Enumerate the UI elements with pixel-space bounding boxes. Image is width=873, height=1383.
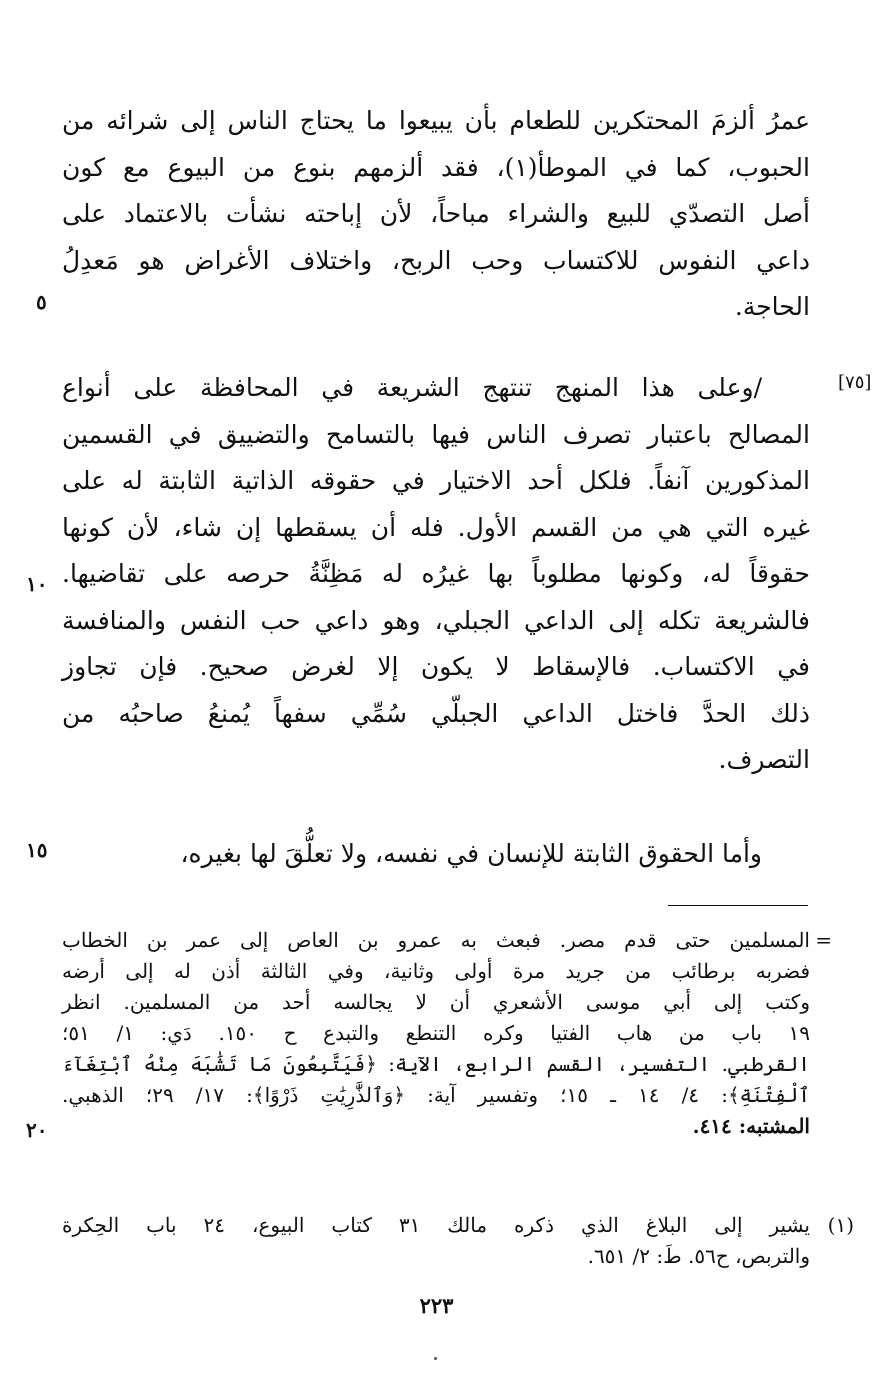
footnote-text: يشير إلى البلاغ الذي ذكره مالك ٣١ كتاب البيوع، ٢٤ باب الحِكرة [62, 1213, 810, 1237]
footnote-line [62, 1210, 854, 1241]
line-number-5: ٥ [36, 290, 47, 314]
text-line: أصل التصدّي للبيع والشراء مباحاً، لأن إباحته نشأت بالاعتماد على [62, 199, 810, 228]
text-line: فالشريعة تكله إلى الداعي الجبلي، وهو داعي حب النفس والمنافسة [62, 605, 810, 635]
footnote-line: ٱلْفِتْنَةِ﴾: ٤/ ١٤ ـ ١٥؛ وتفسير آية: ﴿وَٱلذَّٰرِيَٰتِ ذَرْوًا﴾: ١٧/ ٢٩؛ الذهبي. [62, 1083, 810, 1107]
footnote-text: المسلمين حتى قدم مصر. فبعث به عمرو بن العاص إلى عمر بن الخطاب [62, 928, 810, 952]
text-line: عمرُ ألزمَ المحتكرين للطعام بأن يبيعوا ما يحتاج الناس إلى شرائه من [62, 106, 810, 135]
footnote-1 [62, 1210, 854, 1272]
footnote-line: ١٩ باب من هاب الفتيا وكره التنطع والتبدع ح ١٥٠. دَي: ١/ ٥١؛ [62, 1021, 810, 1045]
paragraph-2 [62, 365, 810, 784]
footnote-separator [668, 905, 808, 906]
continuation-mark: = [815, 928, 832, 952]
footnote-line: والتربص، ح٥٦. طَ: ٢/ ٦٥١. [587, 1244, 810, 1268]
line-number-20: ٢٠ [26, 1118, 48, 1142]
text-line: المذكورين آنفاً. فلكل أحد الاختيار في حقوقه الذاتية الثابتة له على [62, 466, 810, 495]
text-line: التصرف. [718, 745, 810, 774]
page-number: ٢٢٣ [419, 1293, 454, 1318]
line-number-10: ١٠ [26, 572, 48, 596]
paragraph-3 [62, 831, 810, 878]
text-line: /وعلى هذا المنهج تنتهج الشريعة في المحافظة على أنواع [62, 373, 762, 402]
text-line: ذلك الحدَّ فاختل الداعي الجبلّي سُمِّي سفهاً يُمنعُ صاحبُه من [62, 698, 810, 728]
text-line: الحبوب، كما في الموطأ(١)، فقد ألزمهم بنوع من البيوع مع كون [62, 152, 810, 182]
text-line: حقوقاً له، وكونها مطلوباً بها غيرُه له مَظِنَّةُ حرصه على تقاضيها. [62, 559, 810, 588]
text-line: وأما الحقوق الثابتة للإنسان في نفسه، ولا تعلُّقَ لها بغيره، [180, 839, 762, 868]
text-line: في الاكتساب. فالإسقاط لا يكون إلا لغرض صحيح. فإن تجاوز [62, 652, 810, 681]
footnote-continuation [62, 925, 832, 1142]
footnote-line: القرطبي. التفسير، القسم الرابع، الآية: ﴿فَيَتَّبِعُونَ مَا تَشَٰبَهَ مِنْهُ ٱبْتِغَآءَ [62, 1052, 810, 1076]
text-line: داعي النفوس للاكتساب وحب الربح، واختلاف الأغراض هو مَعدِلُ [62, 245, 810, 275]
footnote-line: وكتب إلى أبي موسى الأشعري أن لا يجالسه أحد من المسلمين. انظر [62, 990, 810, 1014]
page-reference: [٧٥] [838, 372, 872, 393]
text-line: غيره التي هي من القسم الأول. فله أن يسقطها إن شاء، لأن كونها [62, 512, 810, 542]
page-dot [434, 1357, 437, 1360]
text-line: الحاجة. [734, 292, 810, 321]
footnote-line [62, 925, 832, 956]
text-line: المصالح باعتبار تصرف الناس فيها بالتسامح والتضييق في القسمين [62, 419, 810, 449]
line-number-15: ١٥ [26, 838, 48, 862]
paragraph-1 [62, 98, 810, 331]
footnote-line: المشتبه: ٤١٤. [692, 1114, 810, 1138]
footnote-marker: (١) [827, 1213, 854, 1237]
footnote-line: فضربه برطائب من جريد مرة أولى وثانية، وفي الثالثة أذن له إلى أرضه [62, 959, 810, 983]
